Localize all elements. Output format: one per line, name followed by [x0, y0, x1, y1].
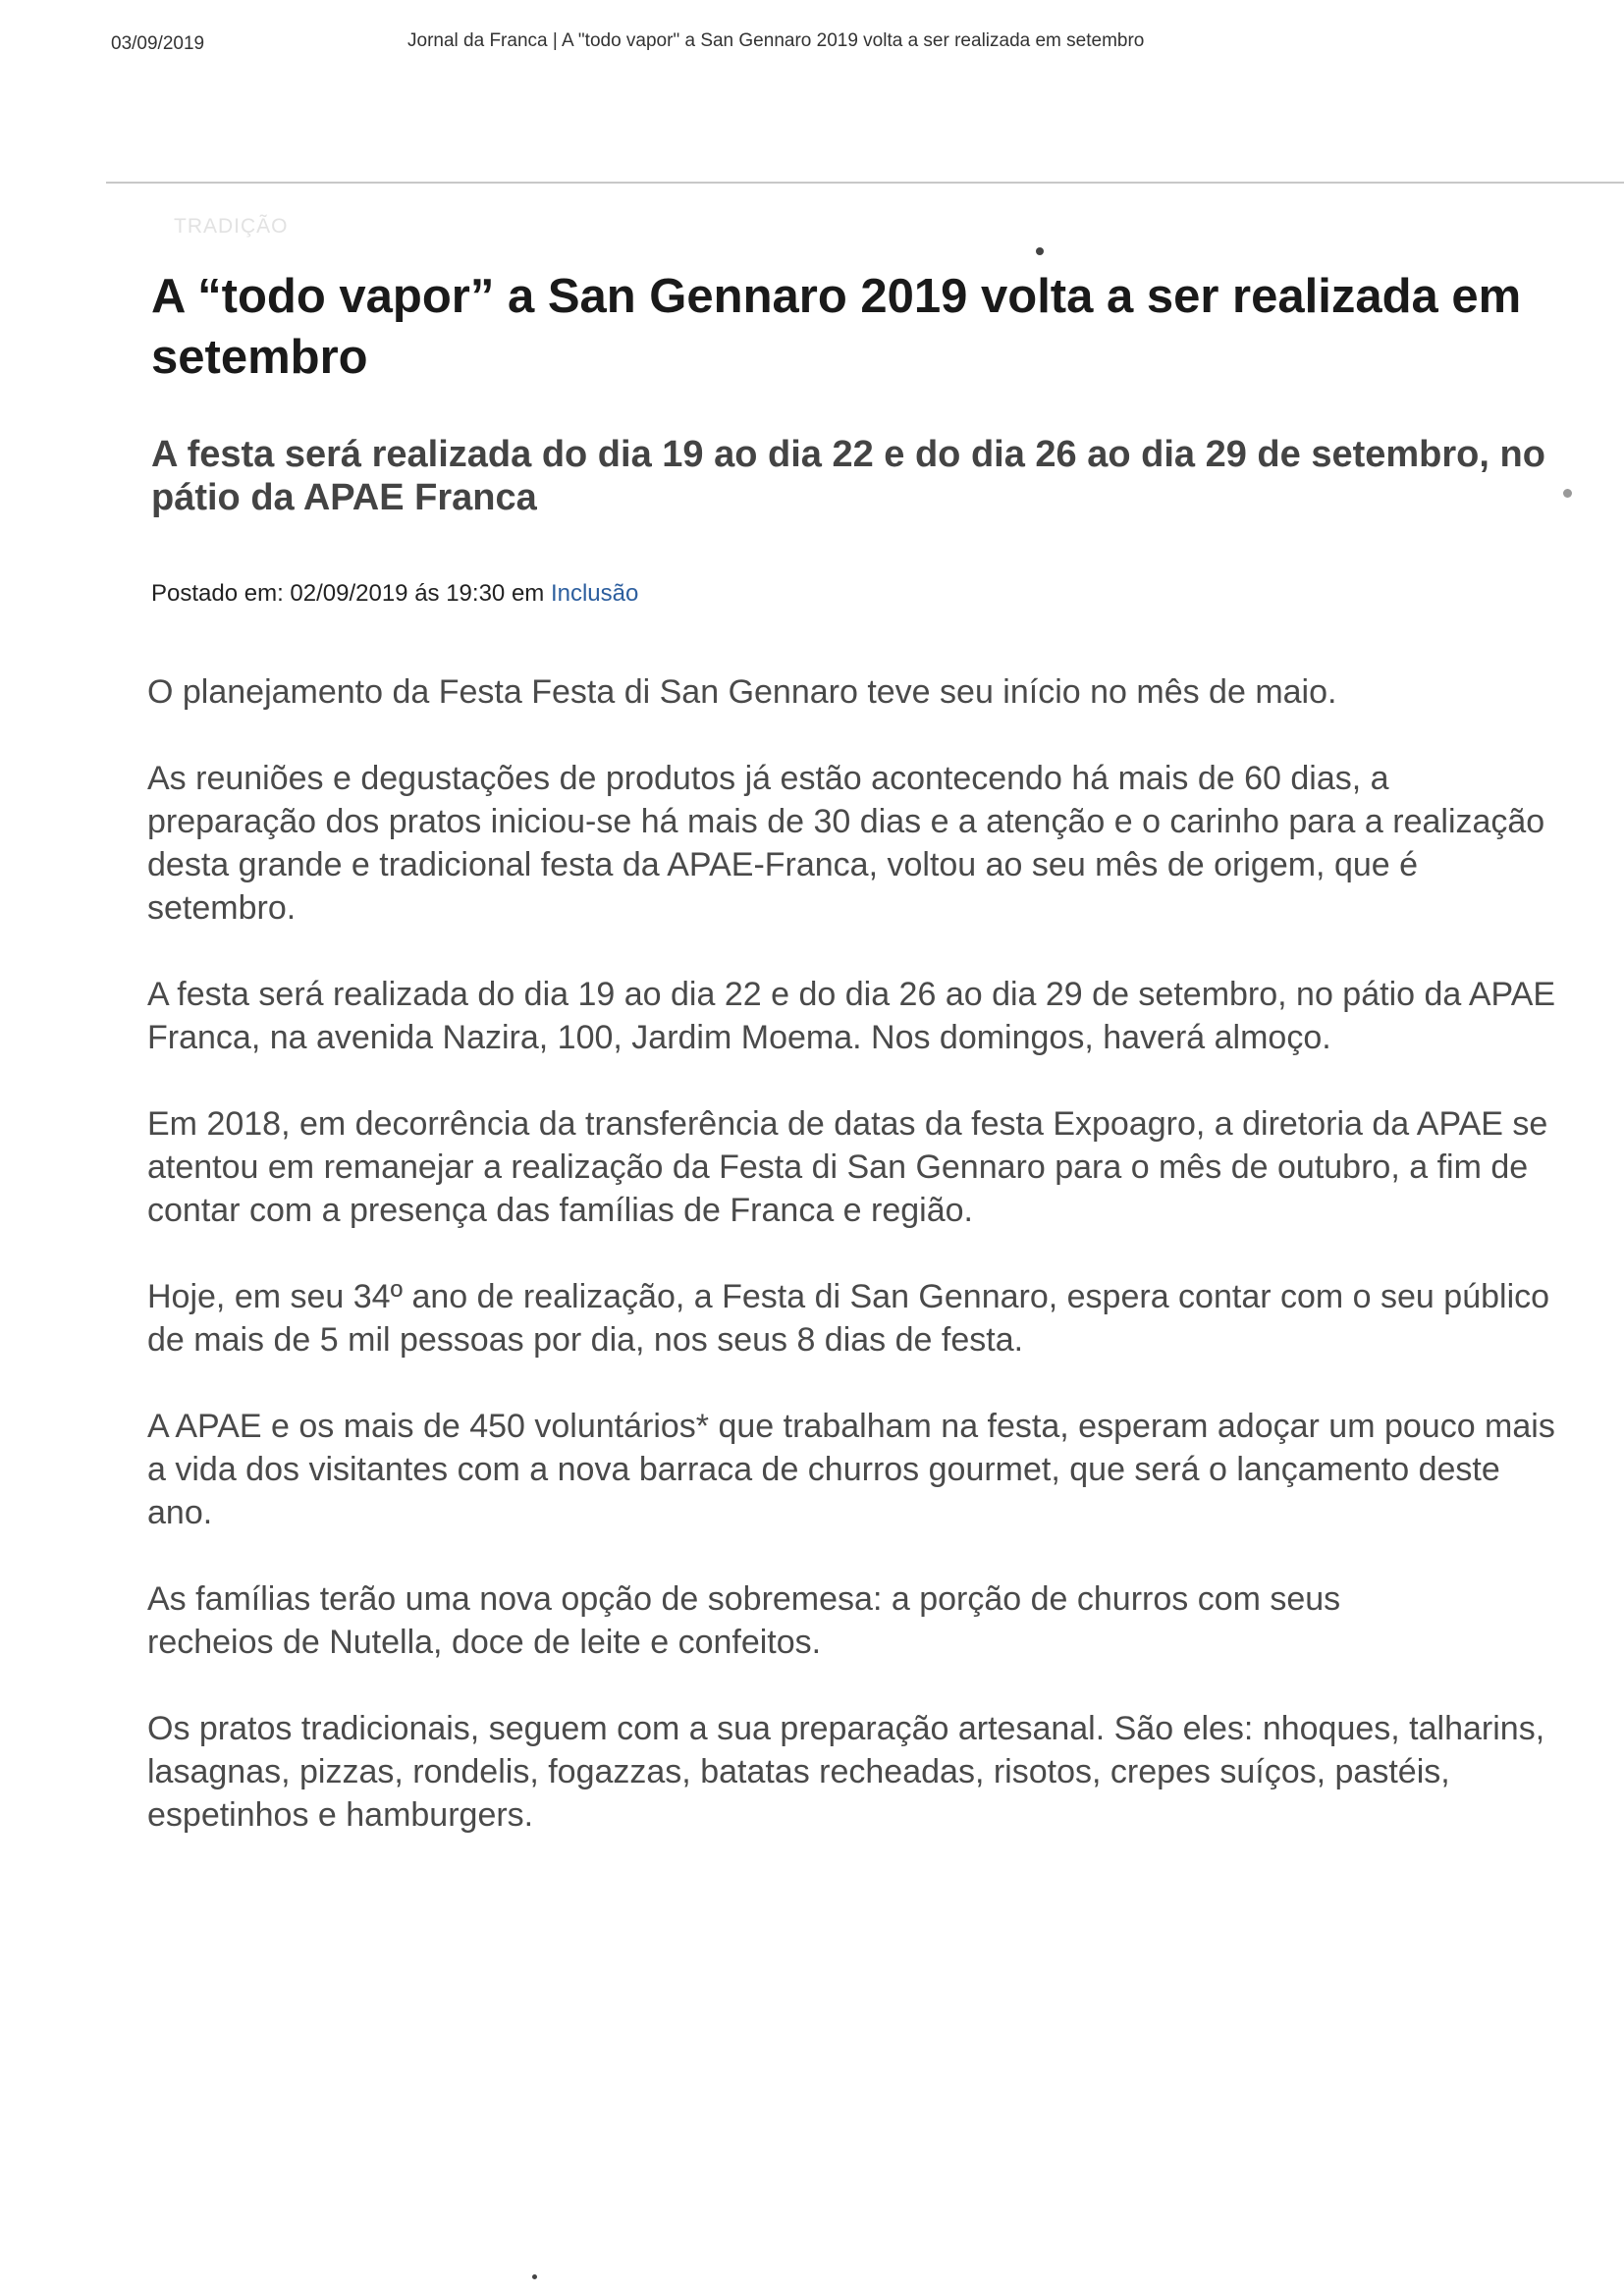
- article-subheadline: A festa será realizada do dia 19 ao dia 22 e do dia 26 ao dia 29 de setembro, no pátio da APAE Franca: [151, 434, 1545, 518]
- print-page-title: Jornal da Franca | A "todo vapor" a San Gennaro 2019 volta a ser realizada em setembro: [407, 30, 1145, 51]
- article-headline: A “todo vapor” a San Gennaro 2019 volta a ser realizada em setembro: [151, 270, 1522, 384]
- paragraph: A APAE e os mais de 450 voluntários* que trabalham na festa, esperam adoçar um pouco mais a vida dos visitantes com a nova barraca de churros gourmet, que será o lançamento deste ano.: [147, 1408, 1555, 1531]
- print-date: 03/09/2019: [111, 33, 205, 54]
- print-header: [0, 0, 1624, 98]
- paragraph: Em 2018, em decorrência da transferência de datas da festa Expoagro, a diretoria da APAE se atentou em remanejar a realização da Festa di San Gennaro para o mês de outubro, a fim de contar com a presença das famílias de Franca e região.: [147, 1105, 1548, 1229]
- posted-info: Postado em: 02/09/2019 ás 19:30 em: [151, 580, 545, 607]
- paragraph: O planejamento da Festa Festa di San Gennaro teve seu início no mês de maio.: [147, 673, 1337, 711]
- article-category: TRADIÇÃO: [174, 215, 289, 238]
- paragraph: A festa será realizada do dia 19 ao dia 22 e do dia 26 ao dia 29 de setembro, no pátio da APAE Franca, na avenida Nazira, 100, Jardim Moema. Nos domingos, haverá almoço.: [147, 976, 1556, 1056]
- scan-speck: [532, 2274, 537, 2279]
- paragraph: Os pratos tradicionais, seguem com a sua preparação artesanal. São eles: nhoques, talharins, lasagnas, pizzas, rondelis, fogazzas, batatas recheadas, risotos, crepes suíços, pastéis, espetinhos e hamburgers.: [147, 1710, 1545, 1834]
- article-body: [147, 670, 1561, 1880]
- paragraph: As famílias terão uma nova opção de sobremesa: a porção de churros com seus recheios de Nutella, doce de leite e confeitos.: [147, 1580, 1341, 1661]
- article-meta: [151, 580, 638, 608]
- category-link[interactable]: Inclusão: [550, 580, 639, 607]
- paragraph: As reuniões e degustações de produtos já estão acontecendo há mais de 60 dias, a preparação dos pratos iniciou-se há mais de 30 dias e a atenção e o carinho para a realização desta grande e tradicional festa da APAE-Franca, voltou ao seu mês de origem, que é setembro.: [147, 760, 1545, 927]
- paragraph: Hoje, em seu 34º ano de realização, a Festa di San Gennaro, espera contar com o seu público de mais de 5 mil pessoas por dia, nos seus 8 dias de festa.: [147, 1278, 1550, 1359]
- scan-speck: [1036, 247, 1044, 255]
- header-divider: [106, 182, 1624, 184]
- scan-speck: [1563, 489, 1572, 498]
